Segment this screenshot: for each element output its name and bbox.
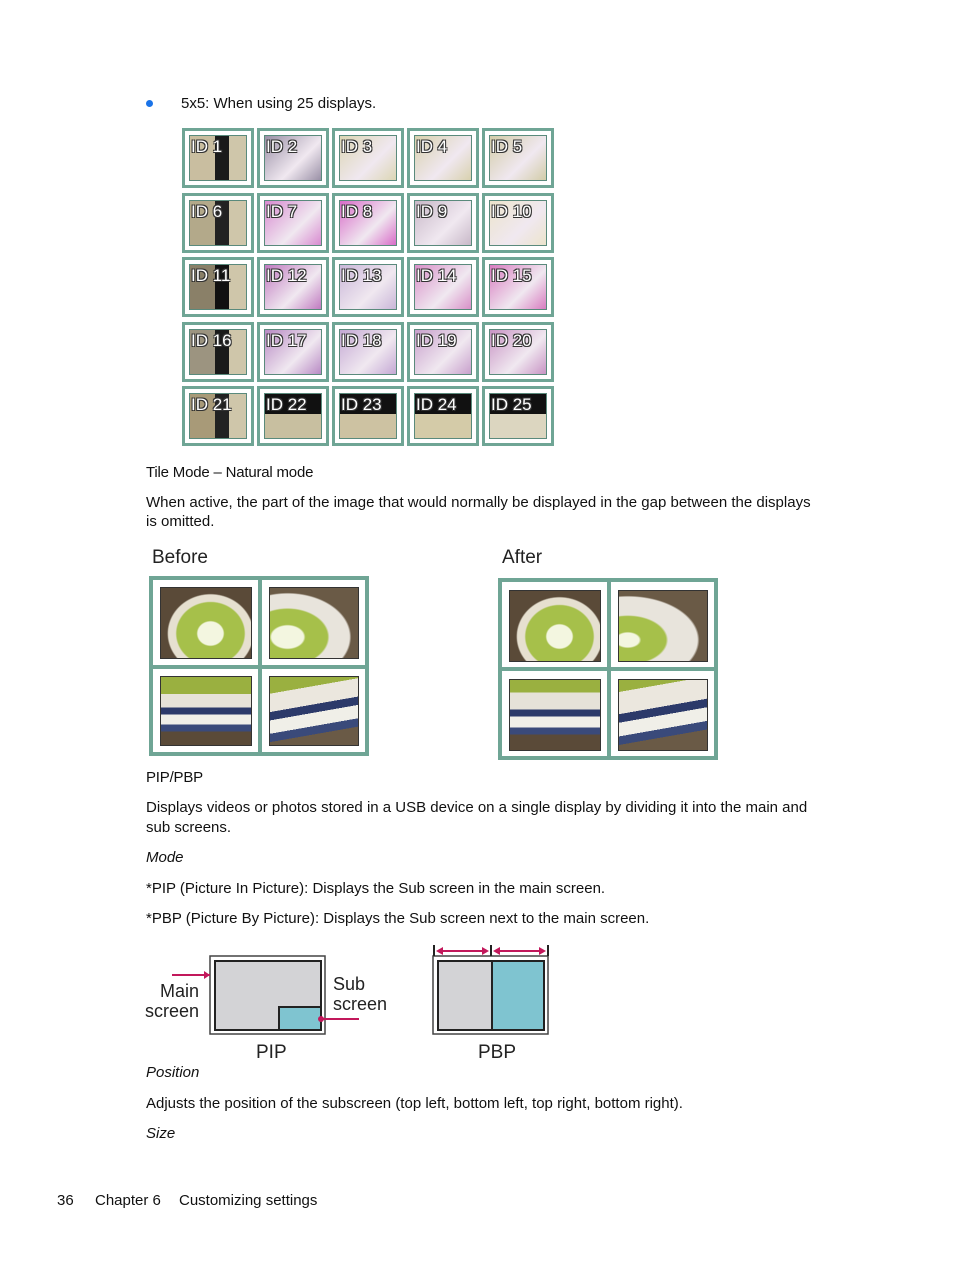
latte-image-part [160,587,252,659]
display-tile [182,322,254,382]
display-tile [482,128,554,188]
display-tile [407,128,479,188]
main-screen-label-line1: Main [160,981,200,1001]
after-cell [609,580,716,669]
tile-id-label: ID 17 [266,330,307,350]
tile-id-label: ID 22 [266,395,307,414]
tile-id-label: ID 1 [191,137,223,156]
tile-id-label: ID 4 [416,137,448,156]
display-tile [407,322,479,382]
pip-diagram-label: PIP [256,1042,287,1063]
before-cell [151,578,260,667]
pbp-description: *PBP (Picture By Picture): Displays the Sub screen next to the main screen. [146,910,650,927]
position-label: Position [146,1064,200,1081]
main-screen-arrowhead [204,971,210,979]
display-tile [257,257,329,317]
mode-label: Mode [146,849,184,866]
after-image-grid [498,578,718,760]
display-tile [182,128,254,188]
pip-sub-screen [279,1007,321,1030]
page-number: 36 [57,1192,74,1209]
tile-id-label: ID 14 [416,266,457,285]
before-cell [260,667,367,754]
tile-id-label: ID 24 [416,395,457,414]
display-tile [257,128,329,188]
tile-id-label: ID 21 [191,395,232,414]
tile-id-label: ID 9 [416,201,448,221]
tile-mode-desc-line2: is omitted. [146,513,215,530]
tile-id-label: ID 5 [491,137,523,156]
tile-id-label: ID 7 [266,201,298,221]
latte-image-part [269,676,359,746]
pip-description: *PIP (Picture In Picture): Displays the Sub screen in the main screen. [146,880,606,897]
tile-id-label: ID 3 [341,137,373,156]
before-label: Before [152,547,208,568]
pip-pbp-heading: PIP/PBP [146,769,203,786]
pbp-main-screen [438,961,492,1030]
tile-id-label: ID 10 [491,201,532,221]
display-tile [257,322,329,382]
display-tile [182,386,254,446]
display-tile [407,193,479,253]
display-tile [332,386,404,446]
sub-screen-label-line1: Sub [333,974,366,994]
tile-id-label: ID 6 [191,201,223,221]
sub-screen-label-line2: screen [333,994,388,1014]
tile-id-label: ID 18 [341,330,382,350]
pbp-arrowhead [493,947,500,955]
tile-id-label: ID 23 [341,395,382,414]
display-tile [332,193,404,253]
after-cell [500,669,609,758]
tile-id-label: ID 11 [191,266,231,285]
tile-grid-5x5 [182,128,556,448]
tile-id-label: ID 15 [491,266,532,285]
display-tile [257,193,329,253]
pip-pbp-desc-line2: sub screens. [146,819,232,836]
tile-mode-heading: Tile Mode – Natural mode [146,464,314,481]
tile-id-label: ID 20 [491,330,532,350]
footer-section: Customizing settings [179,1192,318,1209]
latte-image-part [509,679,601,751]
latte-image-part [160,676,252,746]
pbp-diagram-label: PBP [478,1042,517,1063]
pbp-arrowhead [482,947,489,955]
display-tile [182,257,254,317]
tile-id-label: ID 8 [341,201,373,221]
tile-id-label: ID 25 [491,395,532,414]
before-cell [260,578,367,667]
display-tile [482,386,554,446]
latte-image-part [618,679,708,751]
tile-id-label: ID 19 [416,330,457,350]
before-image-grid [149,576,369,756]
latte-image-part [618,590,708,662]
size-label: Size [146,1125,176,1142]
display-tile [257,386,329,446]
display-tile [482,322,554,382]
bullet-icon [146,100,153,107]
tile-id-label: ID 12 [266,266,307,285]
display-tile [332,322,404,382]
tile-id-label: ID 13 [341,266,382,285]
after-label: After [502,547,543,568]
position-description: Adjusts the position of the subscreen (top left, bottom left, top right, bottom right). [146,1095,683,1112]
pip-pbp-diagram [144,940,564,1065]
display-tile [332,257,404,317]
sub-screen-pointer-dot [318,1016,324,1022]
latte-image-part [509,590,601,662]
tile-id-label: ID 2 [266,137,298,156]
display-tile [332,128,404,188]
display-tile [482,257,554,317]
pbp-arrowhead [539,947,546,955]
pbp-sub-screen [492,961,544,1030]
main-screen-label-line2: screen [145,1001,200,1021]
display-tile [482,193,554,253]
tile-id-label: ID 16 [191,330,232,350]
after-cell [609,669,716,758]
display-tile [407,257,479,317]
after-cell [500,580,609,669]
footer-chapter: Chapter 6 [95,1192,161,1209]
display-tile [182,193,254,253]
pip-pbp-desc-line1: Displays videos or photos stored in a USB device on a single display by dividing it into the main and [146,799,808,816]
tile-mode-desc-line1: When active, the part of the image that would normally be displayed in the gap between the displays [146,494,811,511]
latte-image-part [269,587,359,659]
display-tile [407,386,479,446]
before-cell [151,667,260,754]
bullet-text: 5x5: When using 25 displays. [181,95,377,112]
pbp-arrowhead [436,947,443,955]
